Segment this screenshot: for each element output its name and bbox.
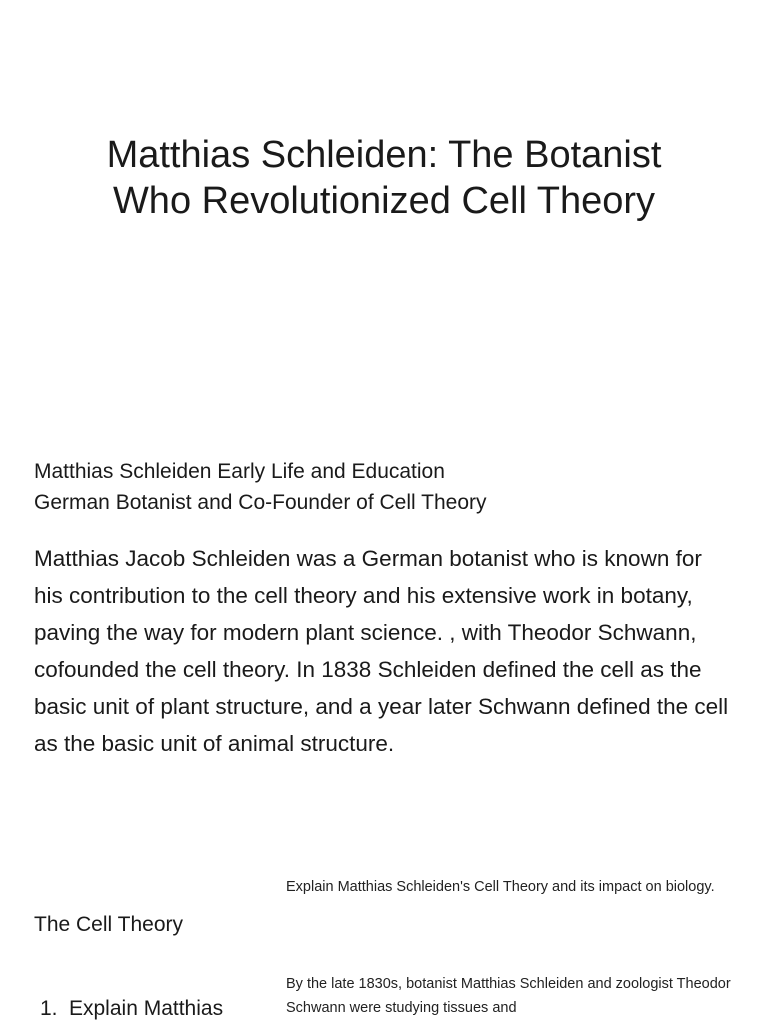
subheading-early-life: Matthias Schleiden Early Life and Education	[34, 460, 445, 483]
section-heading-cell-theory: The Cell Theory	[34, 913, 184, 936]
side-note-1: Explain Matthias Schleiden's Cell Theory and its impact on biology.	[286, 879, 715, 895]
title-line-1: Matthias Schleiden: The Botanist	[106, 134, 662, 176]
body-paragraph: Matthias Jacob Schleiden was a German botanist who is known for his contribution to the cell theory and his extensive work in botany, paving the way for modern plant science. , with Theodor Schwann, cofounded the cell theory. In 1838 Schleiden defined the cell as the basic unit of plant structure, and a year later Schwann defined the cell as the basic unit of animal structure.	[34, 546, 729, 756]
list-item	[40, 994, 223, 1024]
subheadings	[34, 456, 734, 518]
side-note-2: By the late 1830s, botanist Matthias Schleiden and zoologist Theodor Schwann were studying tissues and	[286, 976, 731, 1016]
list-item-number: 1.	[40, 997, 58, 1020]
subheading-co-founder: German Botanist and Co-Founder of Cell Theory	[34, 491, 487, 514]
page-title	[40, 132, 728, 224]
title-line-2: Who Revolutionized Cell Theory	[112, 180, 656, 222]
numbered-list	[40, 994, 223, 1024]
list-item-text: Explain Matthias	[69, 997, 224, 1020]
